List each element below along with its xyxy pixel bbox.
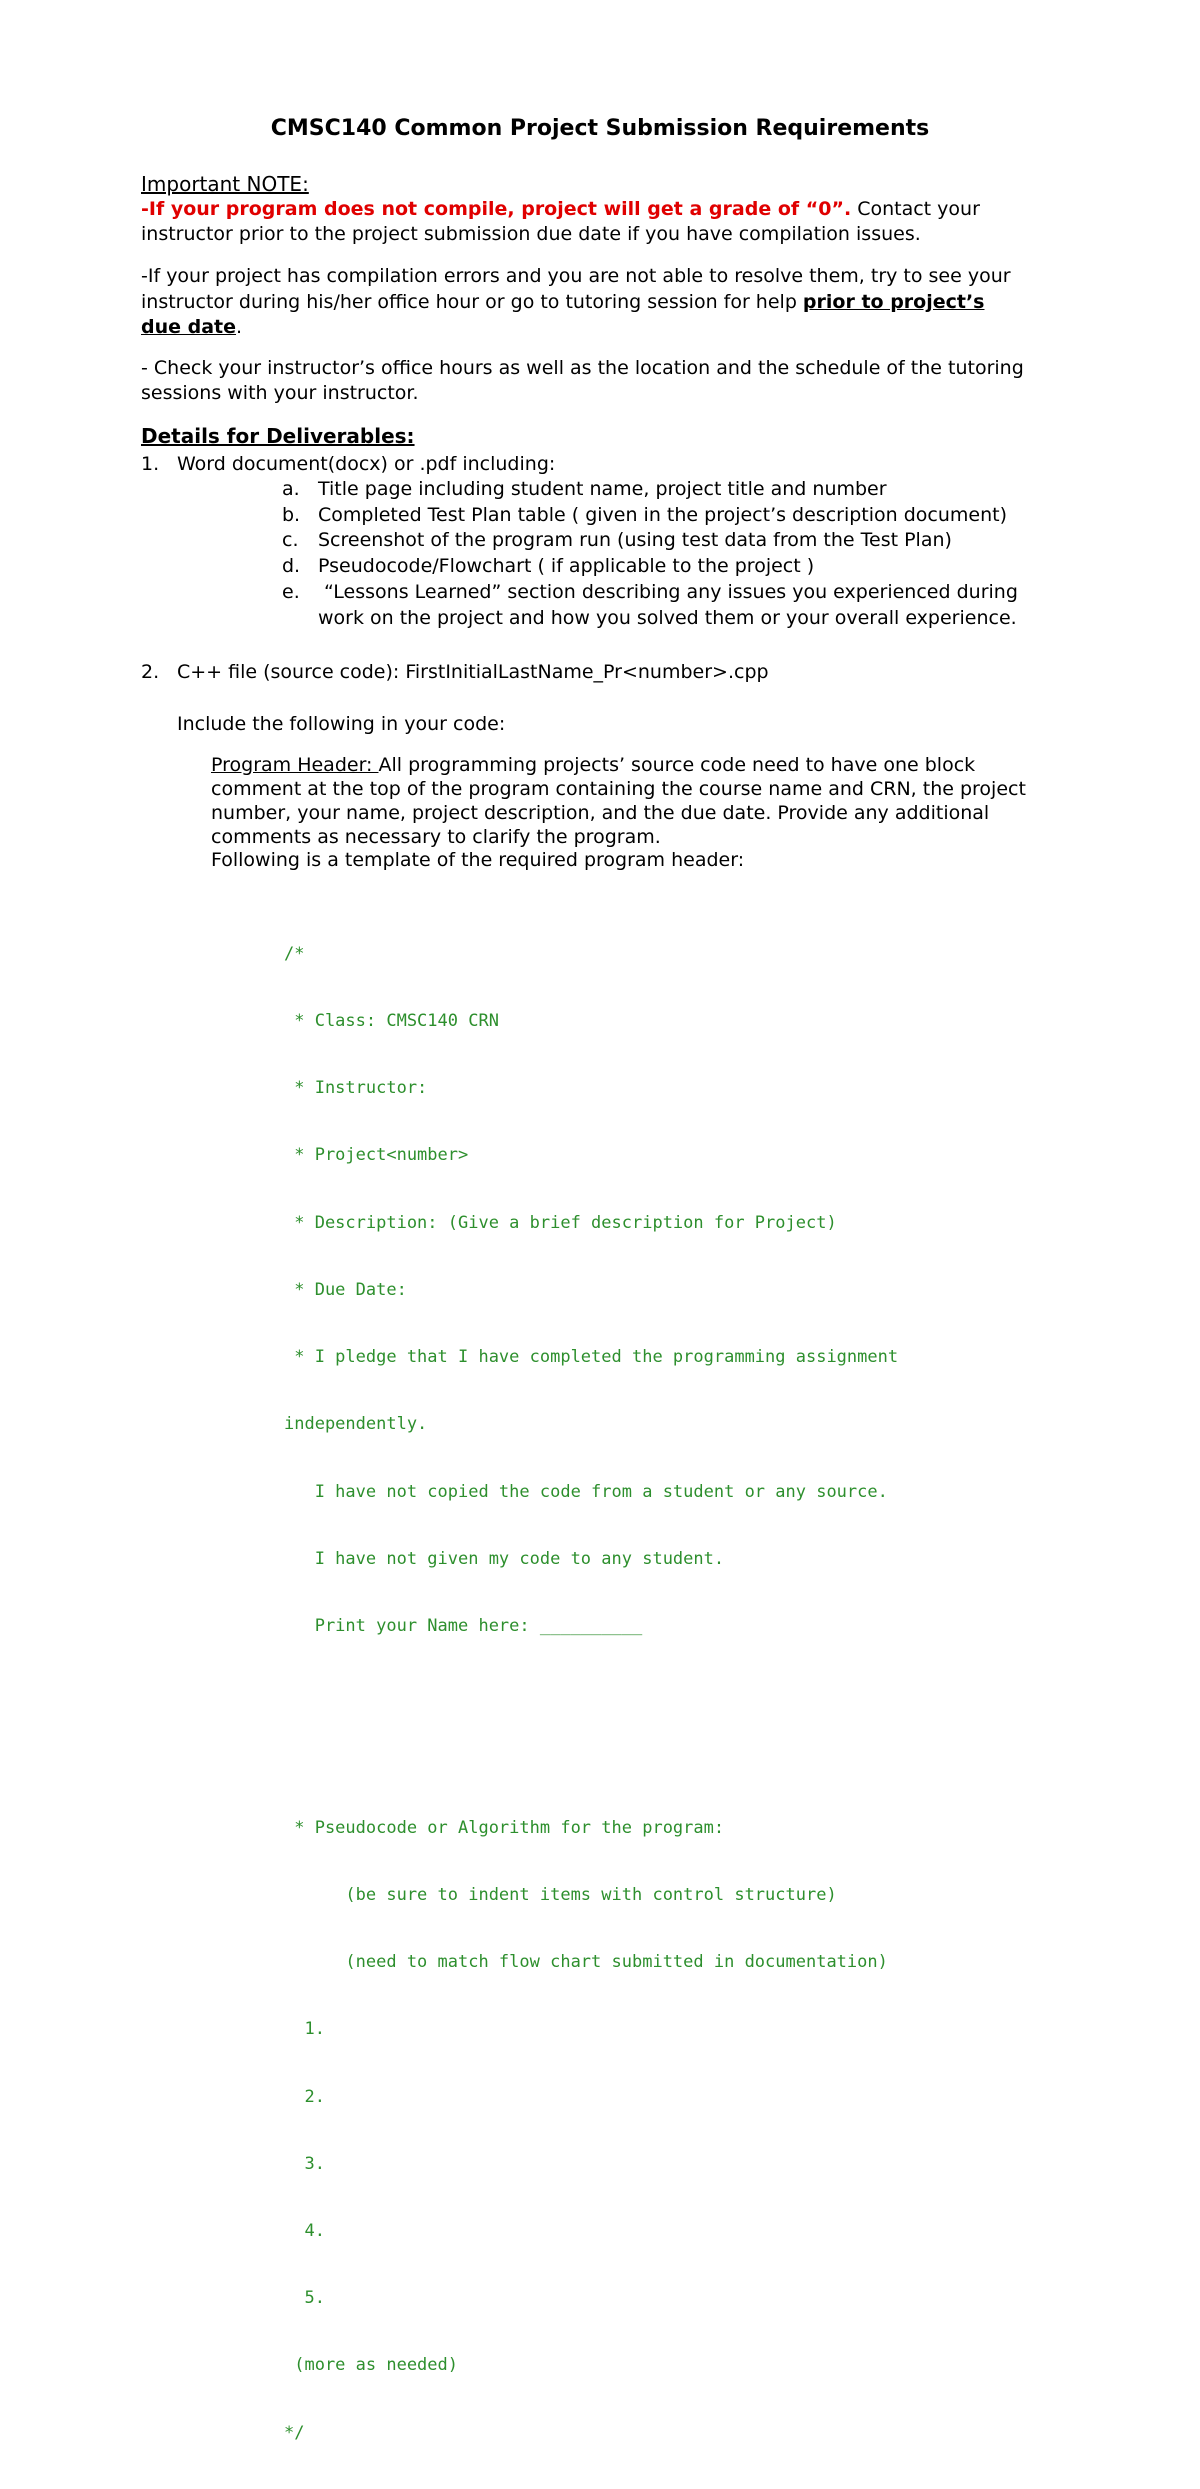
note-paragraph-3-line-2: sessions with your instructor. [141,382,419,404]
sub-item-e [282,580,1018,605]
code-line: * Project<number> [284,1145,469,1166]
note-p2-period: . [236,316,243,338]
due-date-emphasis: due date [141,316,237,338]
code-line: 3. [284,2153,325,2174]
code-line: (be sure to indent items with control structure) [284,1884,837,1905]
code-line: * Description: (Give a brief description for Project) [284,1212,837,1233]
sub-item-b [282,503,1007,528]
sub-item-letter: d. [282,555,301,577]
sub-item-text: Completed Test Plan table ( given in the project’s description document) [318,504,1008,526]
program-header-line-3: number, your name, project description, and the due date. Provide any additional [211,802,990,824]
list-number: 2. [141,661,160,683]
include-instruction: Include the following in your code: [177,713,506,735]
code-template [284,898,898,2489]
code-line: * I pledge that I have completed the programming assignment [284,1347,899,1368]
sub-item-c [282,528,952,553]
note-paragraph-1-line-1 [141,197,980,222]
note-paragraph-2-line-3 [141,315,242,340]
note-paragraph-2-line-1: -If your project has compilation errors and you are not able to resolve them, try to see your [141,265,1011,287]
code-line: /* [284,943,305,964]
note-paragraph-1-line-2: instructor prior to the project submission due date if you have compilation issues. [141,223,921,245]
sub-item-text: Screenshot of the program run (using test data from the Test Plan) [318,529,952,551]
note-paragraph-3-line-1: - Check your instructor’s office hours as well as the location and the schedule of the tutoring [141,357,1024,379]
code-line: * Class: CMSC140 CRN [284,1011,499,1032]
note-p1-rest: Contact your [851,198,980,220]
program-header-line-2: comment at the top of the program containing the course name and CRN, the project [211,778,1026,800]
sub-item-text: Title page including student name, project title and number [318,478,887,500]
program-header-label: Program Header: [211,754,379,776]
deadline-emphasis: prior to project’s [802,291,985,313]
program-header-line-1 [211,753,975,778]
sub-item-letter: e. [282,581,300,603]
code-line: * Instructor: [284,1078,428,1099]
code-line: (need to match flow chart submitted in documentation) [284,1952,888,1973]
compile-warning: -If your program does not compile, project will get a grade of “0”. [141,198,852,220]
code-line: I have not copied the code from a student or any source. [284,1481,888,1502]
deliverable-item-1 [141,452,555,477]
page-title: CMSC140 Common Project Submission Requirements [270,116,930,141]
note-paragraph-2-line-2 [141,290,985,315]
sub-item-letter: b. [282,504,301,526]
deliverable-item-2-text: C++ file (source code): FirstInitialLastName_Pr<number>.cpp [177,661,769,683]
code-line: 5. [284,2288,325,2309]
code-line: * Due Date: [284,1279,407,1300]
code-line: independently. [284,1414,428,1435]
code-line: */ [284,2422,305,2443]
program-header-text: All programming projects’ source code need to have one block [378,754,976,776]
deliverable-item-1-text: Word document(docx) or .pdf including: [177,453,556,475]
deliverables-heading: Details for Deliverables: [141,424,415,448]
code-line: (more as needed) [284,2355,458,2376]
sub-item-text: “Lessons Learned” section describing any issues you experienced during [318,581,1018,603]
sub-item-text: Pseudocode/Flowchart ( if applicable to the project ) [318,555,815,577]
sub-item-d [282,554,814,579]
deliverable-item-2 [141,660,769,685]
sub-item-e-line-2: work on the project and how you solved them or your overall experience. [318,607,1017,629]
code-line: 2. [284,2086,325,2107]
code-line: 1. [284,2019,325,2040]
note-heading: Important NOTE: [141,172,309,196]
code-line [284,1749,898,1771]
sub-item-letter: c. [282,529,299,551]
program-header-line-4: comments as necessary to clarify the program. [211,826,661,848]
code-line: 4. [284,2220,325,2241]
sub-item-a [282,477,887,502]
code-line [284,1682,898,1704]
list-number: 1. [141,453,160,475]
code-line: * Pseudocode or Algorithm for the program: [284,1817,725,1838]
sub-item-letter: a. [282,478,300,500]
code-line: Print your Name here: __________ [284,1616,643,1636]
note-p2-text: instructor during his/her office hour or go to tutoring session for help [141,291,803,313]
program-header-line-5: Following is a template of the required program header: [211,849,745,871]
code-line: I have not given my code to any student. [284,1548,725,1569]
